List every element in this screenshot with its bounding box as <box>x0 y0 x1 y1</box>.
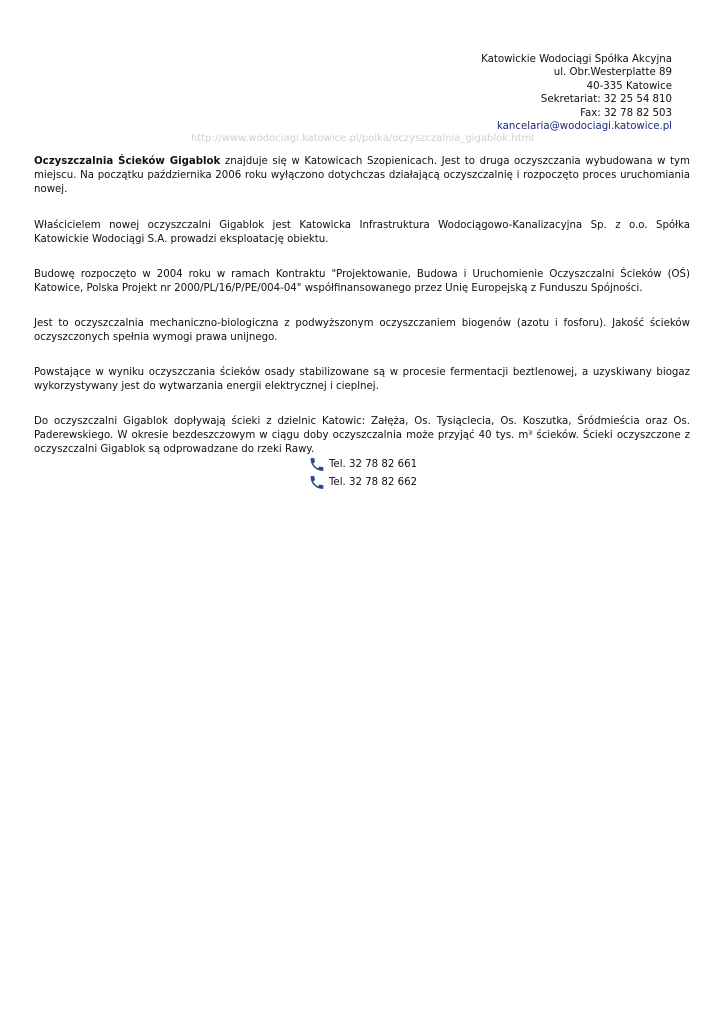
company-secretariat: Sekretariat: 32 25 54 810 <box>540 94 672 106</box>
paragraph-owner: Właścicielem nowej oczyszczalni Gigablok jest Katowicka Infrastruktura Wodociągowo-Kanalizacyjna Sp. z o.o. Spółka Katowickie Wodociągi S.A. prowadzi eksploatację obiektu. <box>34 220 690 245</box>
phone-number: Tel. 32 78 82 661 <box>328 458 418 470</box>
company-city: 40-335 Katowice <box>586 80 672 92</box>
paragraph-construction: Budowę rozpoczęto w 2004 roku w ramach Kontraktu "Projektowanie, Budowa i Uruchomienie Oczyszczalni Ścieków (OŚ) Katowice, Polska Projekt nr 2000/PL/16/P/PE/004-04" współfinansowanego przez Unię Europejską z Funduszu Spójności. <box>34 269 690 294</box>
page-url: http://www.wodociagi.katowice.pl/polka/oczyszczalnia_gigablok.html <box>190 133 535 144</box>
paragraph-intro-text: znajduje się w Katowicach Szopienicach. Jest to druga oczyszczania wybudowana w tym miejscu. Na początku października 2006 roku wyłączono dotychczas działającą oczyszczalnię i rozpoczęto proces uruchomiania nowej. <box>34 156 690 195</box>
phone-number: Tel. 32 78 82 662 <box>328 476 418 488</box>
phone-item[interactable] <box>0 473 725 491</box>
company-header <box>481 53 672 133</box>
company-email-link[interactable]: kancelaria@wodociagi.katowice.pl <box>496 121 672 133</box>
paragraph-process: Jest to oczyszczalnia mechaniczno-biologiczna z podwyższonym oczyszczaniem biogenów (azotu i fosforu). Jakość ścieków oczyszczonych spełnia wymogi prawa unijnego. <box>34 318 690 343</box>
phone-item[interactable] <box>0 455 725 473</box>
phone-icon <box>308 474 326 491</box>
paragraph-inflow: Do oczyszczalni Gigablok dopływają ścieki z dzielnic Katowic: Załęża, Os. Tysiąclecia, Os. Koszutka, Śródmieścia oraz Os. Paderewskiego. W okresie bezdeszczowym w ciągu doby oczyszczalnia może przyjąć 40 tys. m³ ścieków. Ścieki oczyszczone z oczyszczalni Gigablok są odprowadzane do rzeki Rawy. <box>34 416 690 455</box>
paragraph-intro-bold: Oczyszczalnia Ścieków Gigablok <box>34 156 221 167</box>
phone-list <box>0 455 725 491</box>
company-fax: Fax: 32 78 82 503 <box>580 107 672 119</box>
paragraph-sludge: Powstające w wyniku oczyszczania ścieków osady stabilizowane są w procesie fermentacji beztlenowej, a uzyskiwany biogaz wykorzystywany jest do wytwarzania energii elektrycznej i cieplnej. <box>34 367 690 392</box>
phone-icon <box>308 456 326 473</box>
company-name: Katowickie Wodociągi Spółka Akcyjna <box>481 54 672 65</box>
company-street: ul. Obr.Westerplatte 89 <box>553 67 672 79</box>
article-body <box>34 155 690 478</box>
paragraph-intro <box>34 155 690 197</box>
